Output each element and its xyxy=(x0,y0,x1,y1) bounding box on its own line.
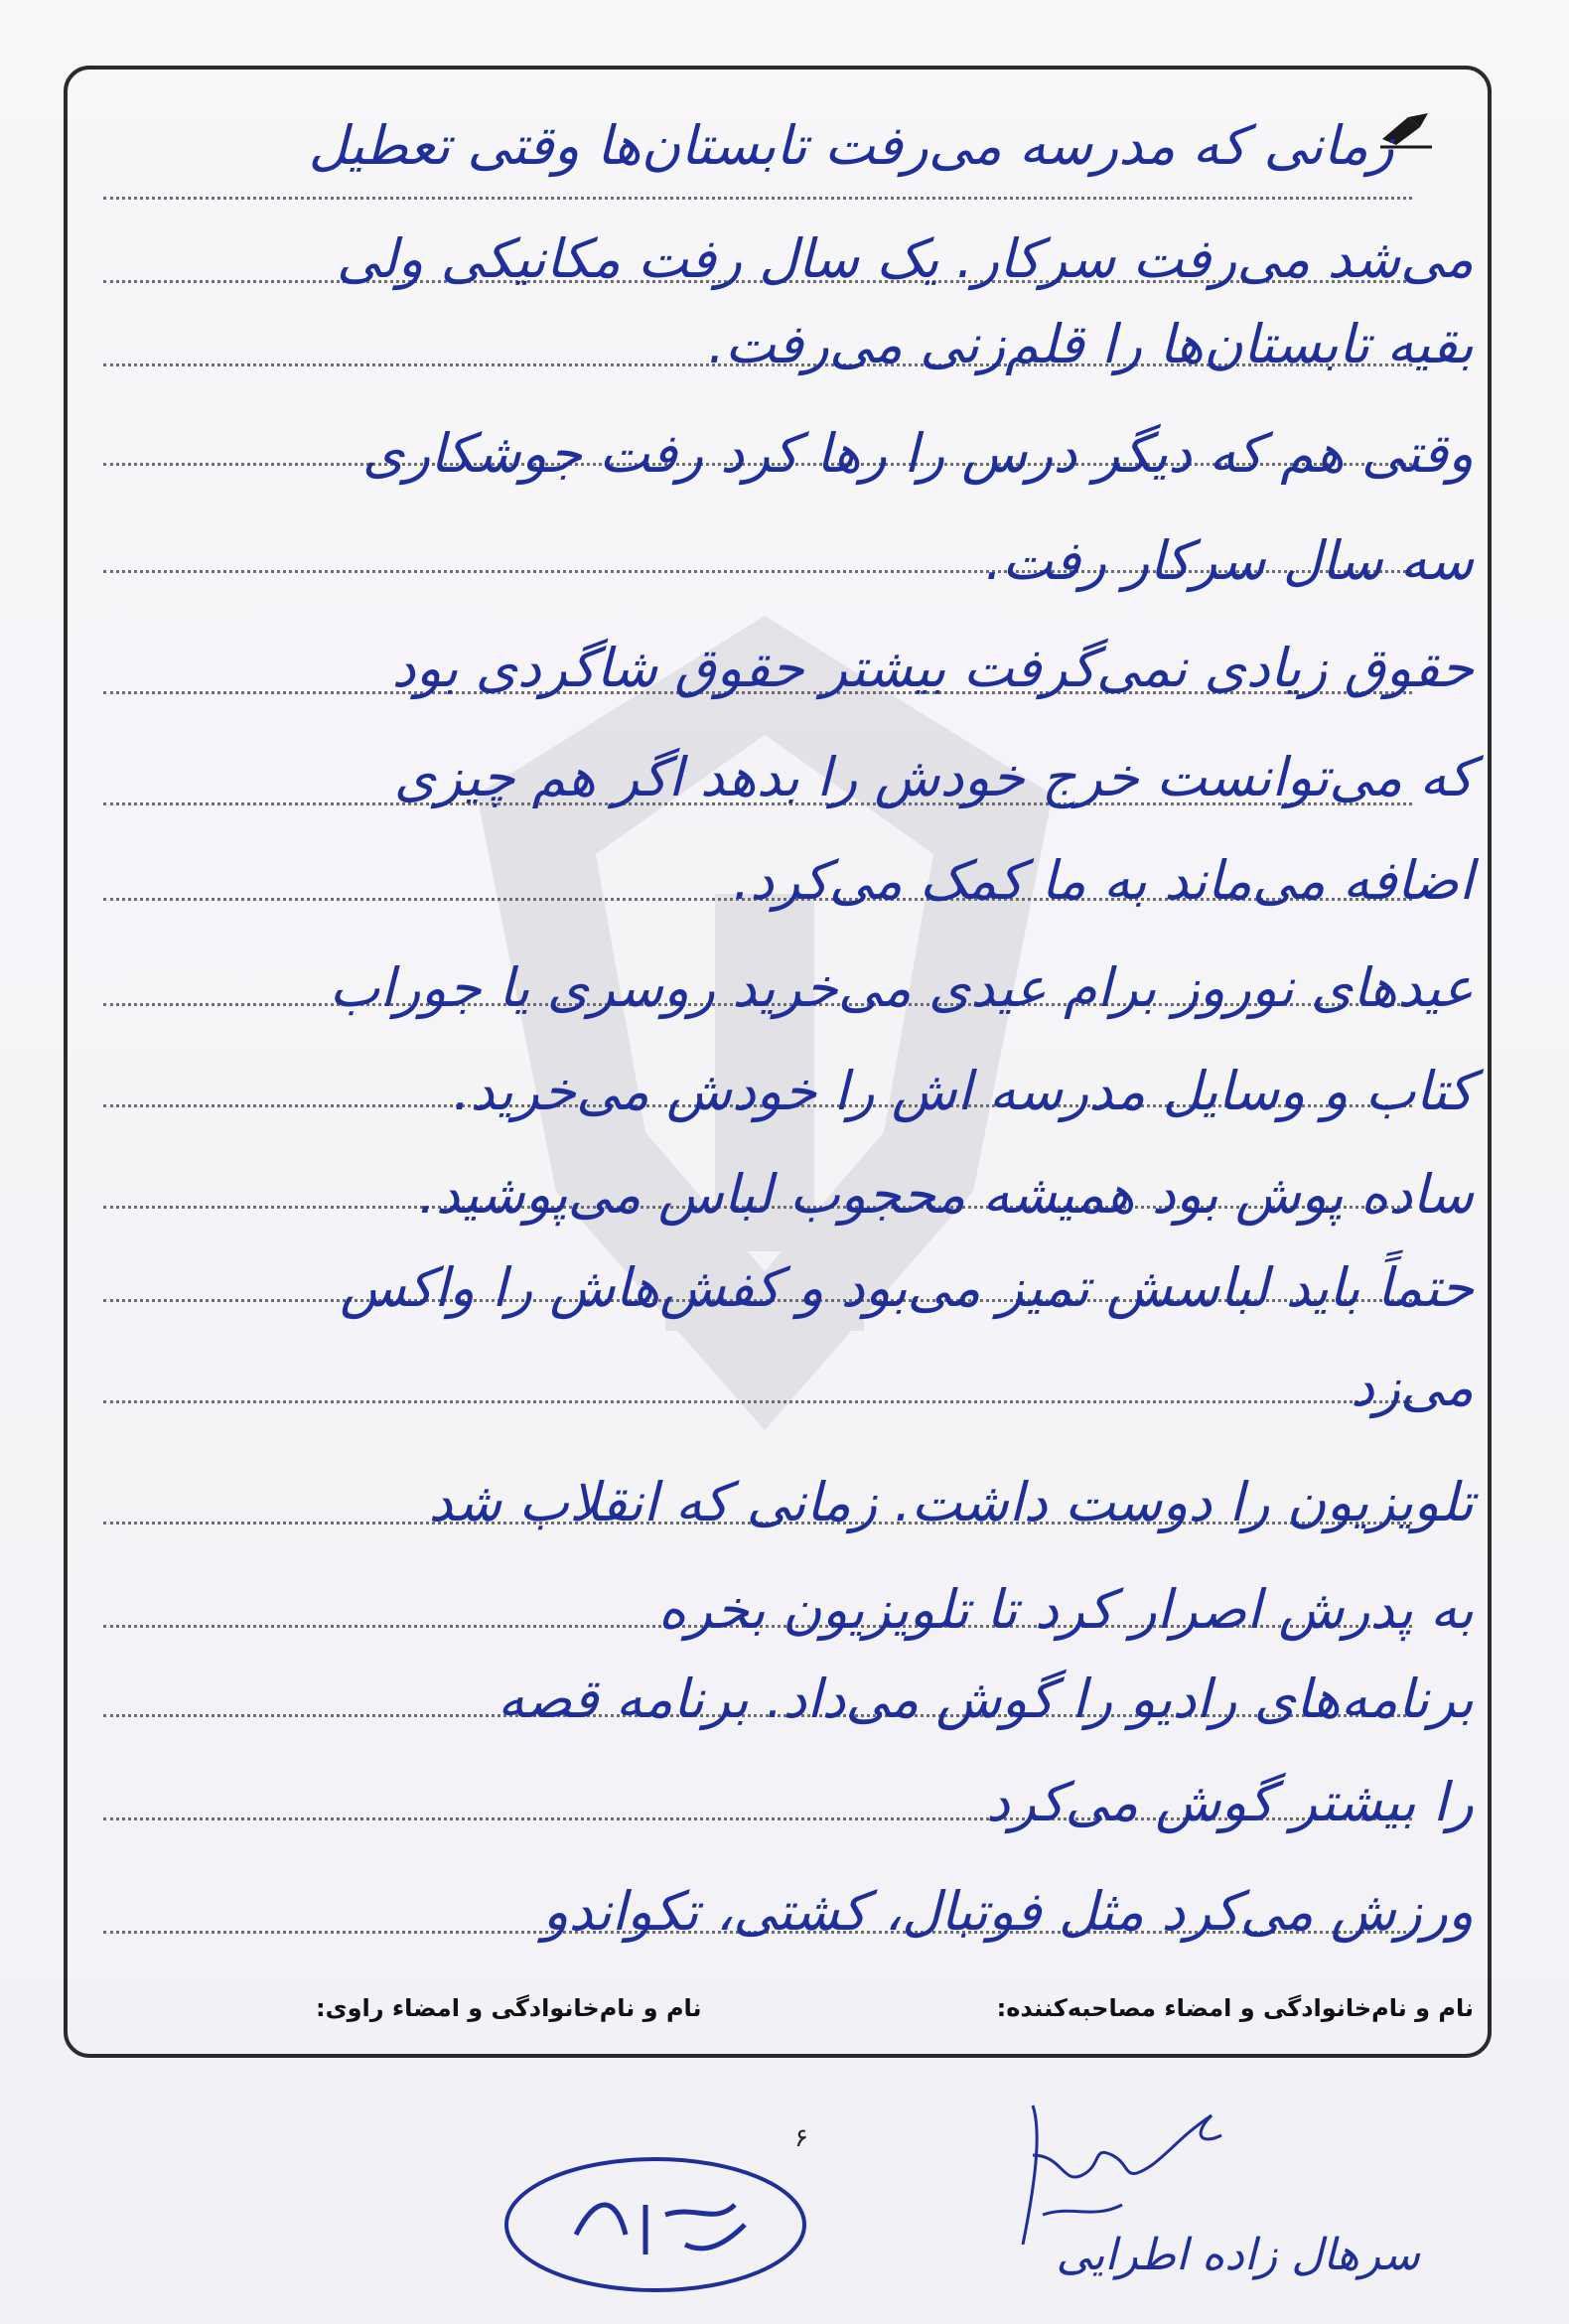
handwritten-line: به پدرش اصرار کرد تا تلویزیون بخره xyxy=(657,1578,1474,1641)
handwritten-line: بقیه تابستان‌ها را قلم‌زنی می‌رفت. xyxy=(707,313,1474,375)
handwritten-line: زمانی که مدرسه می‌رفت تابستان‌ها وقتی تعطیل xyxy=(308,114,1394,177)
handwritten-line: عیدهای نوروز برام عیدی می‌خرید روسری یا جوراب xyxy=(329,956,1474,1019)
narrator-stamp-signature xyxy=(497,2145,814,2304)
handwritten-line: اضافه می‌ماند به ما کمک می‌کرد. xyxy=(733,849,1474,912)
handwritten-line: می‌شد می‌رفت سرکار. یک سال رفت مکانیکی ولی xyxy=(336,227,1474,290)
handwritten-line: حقوق زیادی نمی‌گرفت بیشتر حقوق شاگردی بود xyxy=(391,637,1474,699)
ruled-line xyxy=(103,197,1412,200)
handwritten-line: ساده پوش بود همیشه محجوب لباس می‌پوشید. xyxy=(418,1163,1474,1226)
narrator-signature-label: نام و نام‌خانوادگی و امضاء راوی: xyxy=(316,1994,702,2022)
handwritten-line: را بیشتر گوش می‌کرد xyxy=(985,1771,1474,1833)
page-number: ۶ xyxy=(794,2123,808,2153)
handwritten-line: برنامه‌های رادیو را گوش می‌داد. برنامه قصه xyxy=(498,1668,1474,1730)
handwritten-line: سه سال سرکار رفت. xyxy=(985,529,1474,592)
handwritten-line: وقتی هم که دیگر درس را رها کرد رفت جوشکاری xyxy=(361,422,1474,485)
interviewer-signature-label: نام و نام‌خانوادگی و امضاء مصاحبه‌کننده: xyxy=(996,1994,1474,2022)
handwritten-line: تلویزیون را دوست داشت. زمانی که انقلاب شد xyxy=(428,1471,1474,1533)
handwritten-line: حتماً باید لباسش تمیز می‌بود و کفش‌هاش را واکس xyxy=(340,1256,1474,1319)
handwritten-line: که می‌توانست خرج خودش را بدهد اگر هم چیزی xyxy=(393,746,1474,808)
handwritten-line: کتاب و وسایل مدرسه اش را خودش می‌خرید. xyxy=(453,1060,1474,1122)
handwritten-line: می‌زد xyxy=(1350,1356,1474,1418)
handwritten-line: ورزش می‌کرد مثل فوتبال، کشتی، تکواندو xyxy=(542,1880,1474,1943)
narrator-name-handwritten: سرهال زاده اطرایی xyxy=(1056,2230,1420,2280)
